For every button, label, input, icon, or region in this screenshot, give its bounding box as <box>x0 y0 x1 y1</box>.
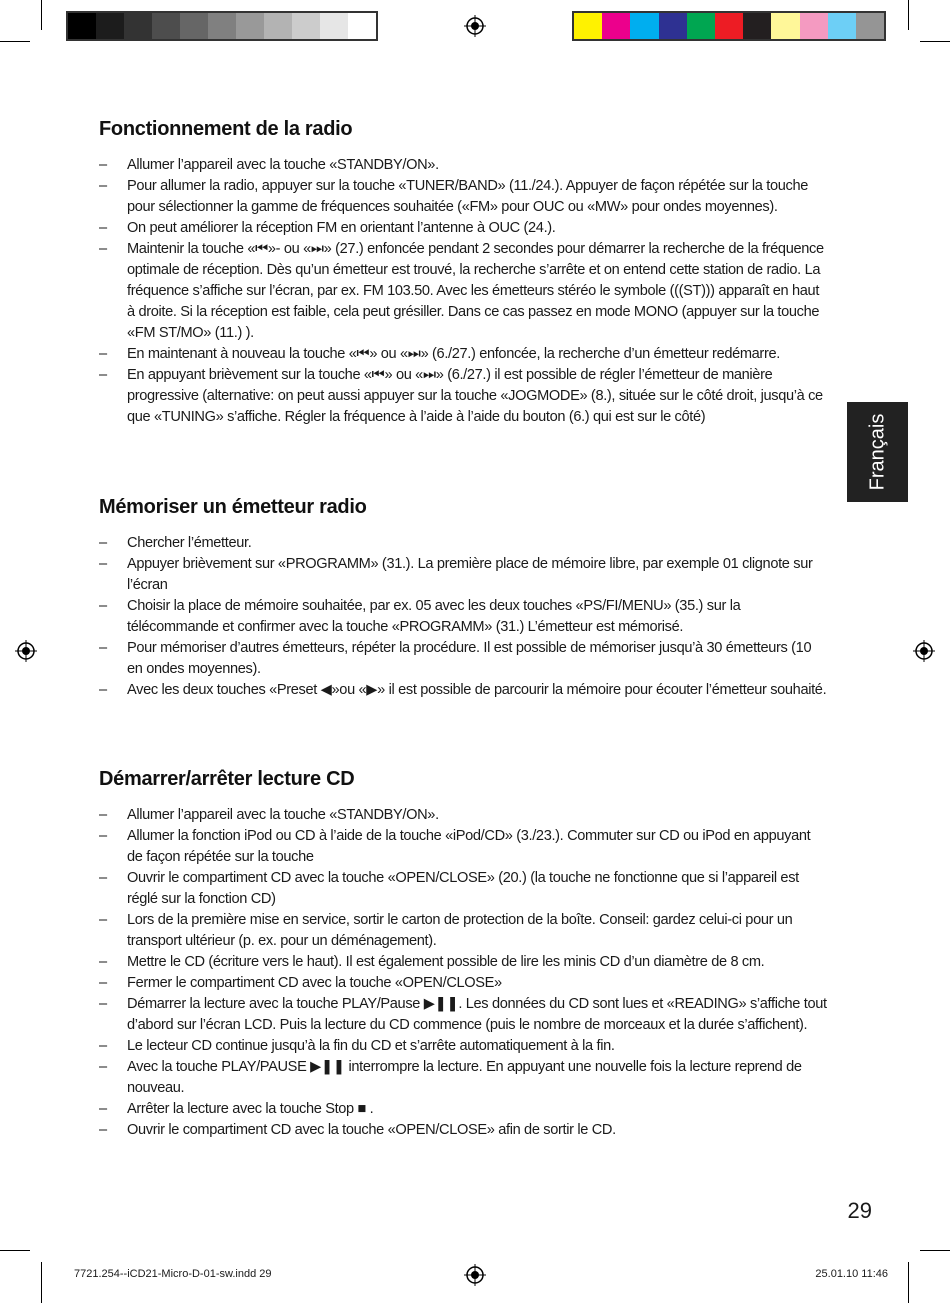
section-radio <box>99 118 827 428</box>
list-item: – Le lecteur CD continue jusqu’à la fin du CD et s’arrête automatiquement à la fin. <box>99 1036 827 1057</box>
color-swatch <box>292 13 320 39</box>
color-swatch <box>348 13 376 39</box>
color-swatch <box>574 13 602 39</box>
instruction-list <box>99 155 827 428</box>
list-item: – Pour mémoriser d’autres émetteurs, répéter la procédure. Il est possible de mémoriser jusqu’à 30 émetteurs (10 en ondes moyennes). <box>99 638 827 680</box>
section-title: Fonctionnement de la radio <box>99 118 353 140</box>
registration-mark-icon <box>15 640 37 662</box>
list-item: – Allumer l’appareil avec la touche «STANDBY/ON». <box>99 155 827 176</box>
color-swatch <box>743 13 771 39</box>
color-swatch <box>630 13 658 39</box>
registration-mark-icon <box>464 1264 486 1286</box>
color-swatch <box>96 13 124 39</box>
crop-mark <box>908 1262 909 1303</box>
section-cd <box>99 768 827 1141</box>
list-item: – Mettre le CD (écriture vers le haut). Il est également possible de lire les minis CD d’un diamètre de 8 cm. <box>99 952 827 973</box>
color-swatch <box>715 13 743 39</box>
list-item: – Appuyer brièvement sur «PROGRAMM» (31.). La première place de mémoire libre, par exemple 01 clignote sur l’écran <box>99 554 827 596</box>
color-swatch <box>180 13 208 39</box>
footer-filename: 7721.254--iCD21-Micro-D-01-sw.indd 29 <box>74 1268 272 1280</box>
crop-mark <box>908 0 909 30</box>
crop-mark <box>41 1262 42 1303</box>
instruction-list <box>99 805 827 1141</box>
color-swatch <box>320 13 348 39</box>
list-item: – Pour allumer la radio, appuyer sur la touche «TUNER/BAND» (11./24.). Appuyer de façon répétée sur la touche pour sélectionner la gamme de fréquences souhaitée («FM» pour OUC ou «MW» pour ondes moyennes). <box>99 176 827 218</box>
color-swatch <box>800 13 828 39</box>
list-item: – Démarrer la lecture avec la touche PLAY/Pause ▶❚❚. Les données du CD sont lues et «READING» s’affiche tout d’abord sur l’écran LCD. Puis la lecture du CD commence (puis le nombre de morceaux et la durée s’affichent). <box>99 994 827 1036</box>
list-item: – En appuyant brièvement sur la touche «⏮» ou «⏭» (6./27.) il est possible de régler l’émetteur de manière progressive (alternative: on peut aussi appuyer sur la touche «JOGMODE» (8.), située sur le côté droit, jusqu’à ce que «TUNING» s’affiche. Régler la fréquence à l’aide à l’aide du bouton (6.) qui est sur le côté) <box>99 365 827 428</box>
section-title: Mémoriser un émetteur radio <box>99 496 367 518</box>
language-tab-label: Français <box>866 413 888 491</box>
crop-mark <box>920 41 950 42</box>
color-swatch <box>659 13 687 39</box>
list-item: – Fermer le compartiment CD avec la touche «OPEN/CLOSE» <box>99 973 827 994</box>
color-swatch <box>828 13 856 39</box>
color-swatch <box>602 13 630 39</box>
crop-mark <box>0 1250 30 1251</box>
registration-mark-icon <box>464 15 486 37</box>
color-bar <box>572 11 886 41</box>
crop-mark <box>0 41 30 42</box>
color-swatch <box>687 13 715 39</box>
list-item: – Maintenir la touche «⏮»- ou «⏭» (27.) enfoncée pendant 2 secondes pour démarrer la recherche de la fréquence optimale de réception. Dès qu’un émetteur est trouvé, la recherche s’arrête et on entend cette station de radio. La fréquence s’affiche sur l’écran, par ex. FM 103.50. Avec les émetteurs stéréo le symbole (((ST))) apparaît en haut à droite. Si la réception est faible, cela peut grésiller. Dans ce cas passez en mode MONO (appuyer sur la touche «FM ST/MO» (11.) ). <box>99 239 827 344</box>
language-tab <box>847 402 908 502</box>
color-swatch <box>771 13 799 39</box>
color-swatch <box>124 13 152 39</box>
color-swatch <box>152 13 180 39</box>
list-item: – Lors de la première mise en service, sortir le carton de protection de la boîte. Conseil: gardez celui-ci pour un transport ultérieur (p. ex. pour un déménagement). <box>99 910 827 952</box>
crop-mark <box>41 0 42 30</box>
list-item: – Ouvrir le compartiment CD avec la touche «OPEN/CLOSE» afin de sortir le CD. <box>99 1120 827 1141</box>
list-item: – Avec la touche PLAY/PAUSE ▶❚❚ interrompre la lecture. En appuyant une nouvelle fois la lecture reprend de nouveau. <box>99 1057 827 1099</box>
list-item: – Chercher l’émetteur. <box>99 533 827 554</box>
instruction-list <box>99 533 827 701</box>
color-swatch <box>236 13 264 39</box>
list-item: – Arrêter la lecture avec la touche Stop ■ . <box>99 1099 827 1120</box>
section-memory <box>99 496 827 701</box>
list-item: – Ouvrir le compartiment CD avec la touche «OPEN/CLOSE» (20.) (la touche ne fonctionne que si l’appareil est réglé sur la fonction CD) <box>99 868 827 910</box>
grayscale-bar <box>66 11 378 41</box>
color-swatch <box>68 13 96 39</box>
list-item: – Allumer l’appareil avec la touche «STANDBY/ON». <box>99 805 827 826</box>
footer-timestamp: 25.01.10 11:46 <box>815 1268 888 1280</box>
list-item: – En maintenant à nouveau la touche «⏮» ou «⏭» (6./27.) enfoncée, la recherche d’un émetteur redémarre. <box>99 344 827 365</box>
list-item: – On peut améliorer la réception FM en orientant l’antenne à OUC (24.). <box>99 218 827 239</box>
list-item: – Avec les deux touches «Preset ◀»ou «▶» il est possible de parcourir la mémoire pour écouter l’émetteur souhaité. <box>99 680 827 701</box>
page-number: 29 <box>847 1198 872 1223</box>
list-item: – Allumer la fonction iPod ou CD à l’aide de la touche «iPod/CD» (3./23.). Commuter sur CD ou iPod en appuyant de façon répétée sur la touche <box>99 826 827 868</box>
color-swatch <box>208 13 236 39</box>
crop-mark <box>920 1250 950 1251</box>
list-item: – Choisir la place de mémoire souhaitée, par ex. 05 avec les deux touches «PS/FI/MENU» (35.) sur la télécommande et confirmer avec la touche «PROGRAMM» (31.) L’émetteur est mémorisé. <box>99 596 827 638</box>
color-swatch <box>856 13 884 39</box>
color-swatch <box>264 13 292 39</box>
section-title: Démarrer/arrêter lecture CD <box>99 768 355 790</box>
registration-mark-icon <box>913 640 935 662</box>
